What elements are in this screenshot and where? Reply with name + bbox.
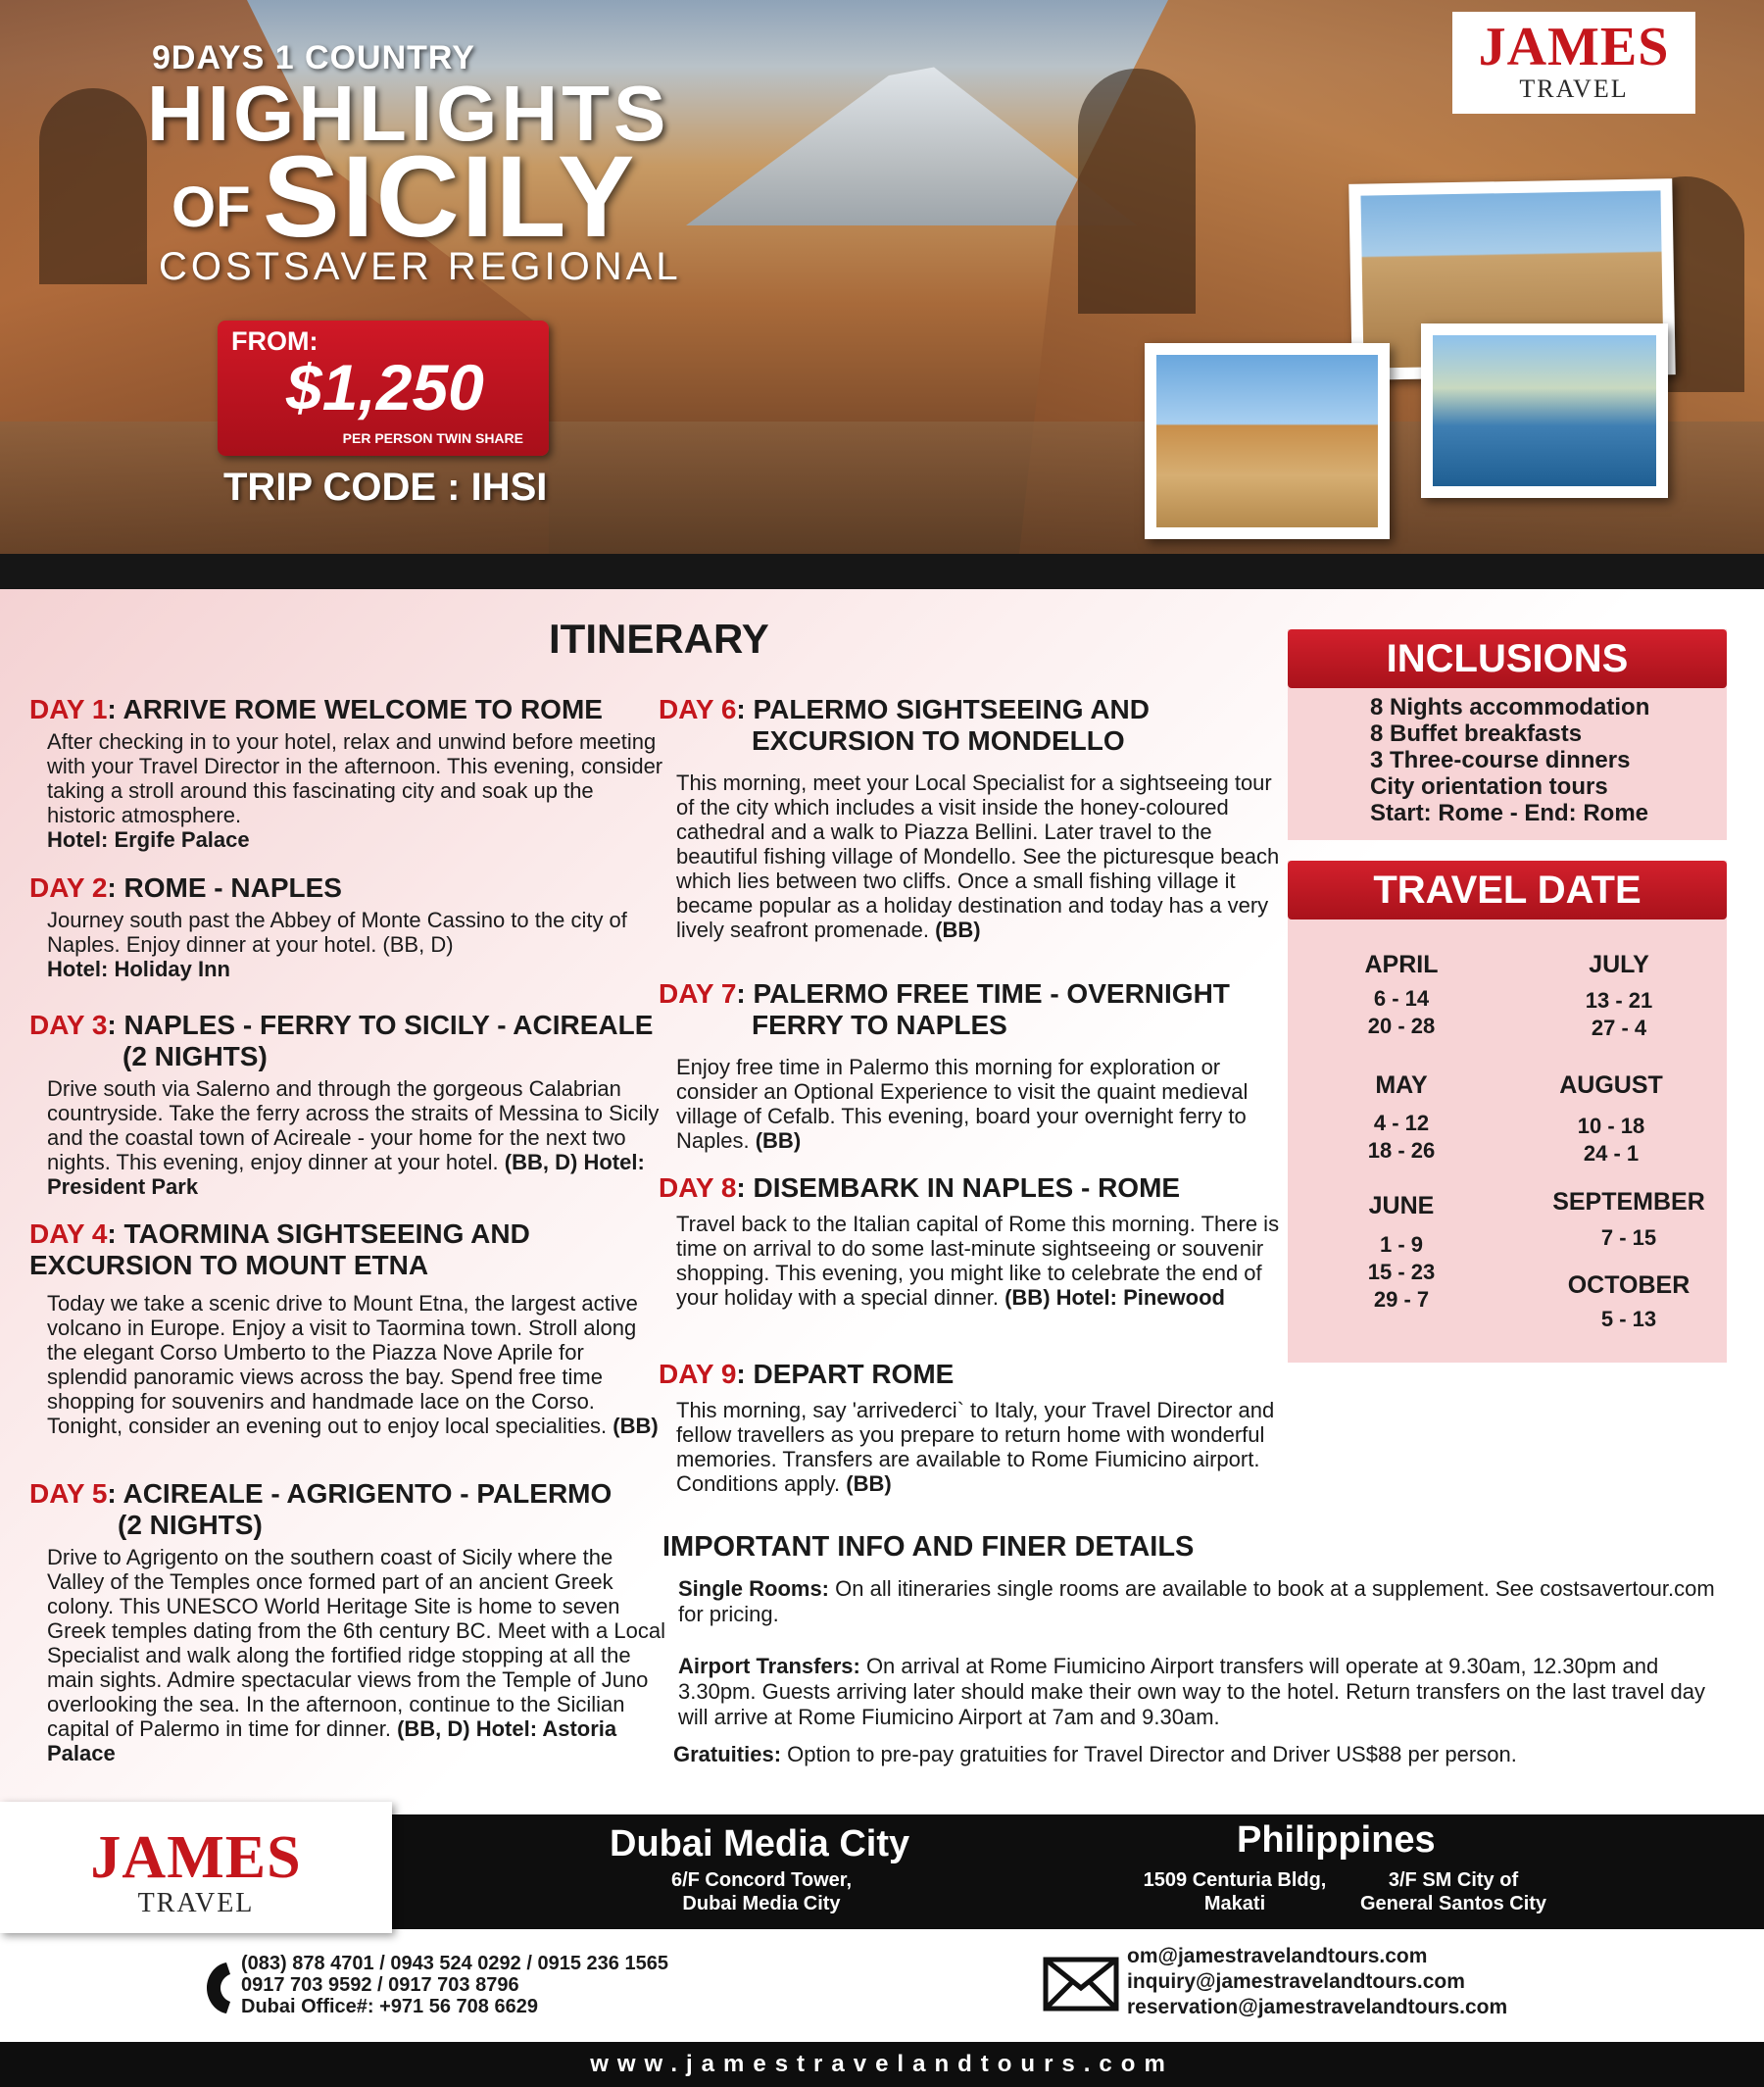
inclusion-item: 3 Three-course dinners: [1370, 747, 1631, 773]
phone-line: 0917 703 9592 / 0917 703 8796: [241, 1974, 519, 1996]
day-number: DAY 6: [659, 694, 737, 724]
info-text: On all itineraries single rooms are available to book at a supplement. See costsavertour.com for pricing.: [678, 1576, 1715, 1626]
day-title: : ARRIVE ROME WELCOME TO ROME: [107, 694, 603, 724]
day-heading: [659, 978, 1286, 1041]
day-body: [659, 1398, 1286, 1496]
day-body: [659, 770, 1286, 942]
office-dubai-title: Dubai Media City: [610, 1823, 910, 1864]
brand-name: JAMES: [1478, 17, 1670, 77]
phone-line: Dubai Office#: +971 56 708 6629: [241, 1996, 538, 2017]
day-body: [29, 1545, 666, 1765]
inclusion-item: 8 Buffet breakfasts: [1370, 721, 1583, 747]
day-title-continued: EXCURSION TO MONDELLO: [752, 725, 1125, 756]
inclusion-item: City orientation tours: [1370, 773, 1608, 800]
month-june: JUNE: [1368, 1192, 1435, 1219]
ruin-arch: [1078, 69, 1196, 314]
day-heading: [659, 694, 1286, 757]
date-range: 24 - 1: [1583, 1141, 1640, 1166]
brand-name: JAMES: [90, 1824, 302, 1891]
day-hotel: Hotel: Ergife Palace: [47, 827, 250, 852]
price-amount: $1,250: [286, 351, 484, 423]
day-text: After checking in to your hotel, relax and unwind before meeting with your Travel Director in the afternoon. This evening, consider taking a stroll around this fascinating city and soak up the historic atmosphere.: [47, 729, 663, 827]
day-8: [659, 1172, 1286, 1310]
email-link[interactable]: om@jamestravelandtours.com: [1127, 1945, 1428, 1967]
date-range: 18 - 26: [1367, 1138, 1436, 1163]
day-number: DAY 5: [29, 1478, 108, 1509]
day-title: : DEPART ROME: [736, 1359, 955, 1389]
photo-mondello-harbour: [1421, 323, 1668, 498]
tour-kicker: 9DAYS 1 COUNTRY: [152, 39, 475, 76]
address-line: 6/F Concord Tower,: [670, 1869, 853, 1891]
tour-title-highlights: HIGHLIGHTS: [147, 70, 670, 157]
day-body: [659, 1212, 1286, 1310]
brand-logo-top: [1452, 12, 1695, 114]
tour-title-sicily: SICILY: [263, 132, 637, 262]
day-number: DAY 8: [659, 1172, 737, 1203]
date-range: 5 - 13: [1600, 1307, 1657, 1331]
office-makati-address: [1127, 1868, 1343, 1915]
inclusion-item: 8 Nights accommodation: [1370, 694, 1650, 721]
dates-may: [1318, 1110, 1485, 1165]
address-line: 1509 Centuria Bldg,: [1143, 1869, 1327, 1891]
day-title: : DISEMBARK IN NAPLES - ROME: [736, 1172, 1181, 1203]
day-text: This morning, say 'arrivederci` to Italy, your Travel Director and fellow travellers as you prepare to return home with wonderful memories. Transfers are available to Rome Fiumicino airport. Conditions apply.: [676, 1398, 1275, 1496]
dates-october: [1536, 1306, 1722, 1333]
day-text: Enjoy free time in Palermo this morning for exploration or consider an Optional Experience to visit the quaint medieval village of Cefalb. This evening, board your overnight ferry to Naples.: [676, 1055, 1249, 1153]
day-hotel: (BB, D) Hotel: Astoria Palace: [47, 1716, 617, 1765]
price-badge: [218, 321, 549, 456]
address-line: Makati: [1203, 1893, 1266, 1914]
day-title-continued: EXCURSION TO MOUNT ETNA: [29, 1250, 429, 1280]
day-number: DAY 2: [29, 872, 108, 903]
day-title-continued: (2 NIGHTS): [122, 1041, 268, 1071]
day-5: [29, 1478, 666, 1765]
info-label: Airport Transfers:: [678, 1654, 860, 1678]
month-september: SEPTEMBER: [1552, 1188, 1705, 1216]
day-hotel: (BB): [935, 918, 981, 942]
day-text: This morning, meet your Local Specialist for a sightseeing tour of the city which includes a visit inside the honey-coloured cathedral and a walk to Piazza Bellini. Later travel to the beautiful fishing village of Mondello. See the picturesque beach which lies between two cliffs. Once a small fishing village it became popular as a holiday destination and today has a very lively seafront promenade.: [676, 770, 1280, 942]
day-title: : ACIREALE - AGRIGENTO - PALERMO: [107, 1478, 612, 1509]
day-text: Travel back to the Italian capital of Rome this morning. There is time on arrival to do some last-minute sightseeing or souvenir shopping. This evening, you might like to celebrate the end of your holiday with a special dinner.: [676, 1212, 1280, 1310]
day-title-continued: FERRY TO NAPLES: [752, 1010, 1007, 1040]
hero-banner: [0, 0, 1764, 554]
day-text: Today we take a scenic drive to Mount Etna, the largest active volcano in Europe. Enjoy a visit to Taormina town. Stroll along the elegant Corso Umberto to the Piazza Nove Aprile for splendid panoramic views across the bay. Spend free time shopping for souvenirs and handmade lace on the Corso. Tonight, consider an evening out to enjoy local specialities.: [47, 1291, 638, 1438]
day-body: [29, 729, 666, 852]
address-line: General Santos City: [1359, 1893, 1547, 1914]
date-range: 29 - 7: [1373, 1287, 1430, 1312]
day-body: [659, 1055, 1286, 1153]
brand-sub: TRAVEL: [1519, 75, 1629, 103]
address-line: 3/F SM City of: [1388, 1869, 1519, 1891]
day-text: Journey south past the Abbey of Monte Cassino to the city of Naples. Enjoy dinner at your hotel. (BB, D): [47, 908, 627, 957]
itinerary-title: ITINERARY: [549, 616, 769, 662]
info-text: On arrival at Rome Fiumicino Airport transfers will operate at 9.30am, 12.30pm and 3.30pm. Guests arriving later should make their own way to the hotel. Return transfers on the last travel day will arrive at Rome Fiumicino Airport at 7am and 9.30am.: [678, 1654, 1705, 1729]
tour-subtitle: COSTSAVER REGIONAL: [159, 245, 682, 288]
day-3: [29, 1010, 666, 1199]
day-number: DAY 3: [29, 1010, 108, 1040]
day-number: DAY 4: [29, 1218, 108, 1249]
dates-september: [1536, 1224, 1722, 1252]
trip-code: TRIP CODE : IHSI: [223, 466, 548, 509]
office-dubai-address: [610, 1868, 913, 1915]
price-from-label: FROM:: [231, 326, 318, 356]
day-number: DAY 1: [29, 694, 108, 724]
brand-sub: TRAVEL: [137, 1888, 255, 1918]
info-airport-transfers: [678, 1654, 1717, 1730]
phone-numbers: [241, 1953, 668, 2017]
email-addresses: [1127, 1944, 1507, 2020]
day-hotel: (BB, D) Hotel: President Park: [47, 1150, 645, 1199]
date-range: 20 - 28: [1367, 1014, 1436, 1038]
day-number: DAY 7: [659, 978, 737, 1009]
hero-bottom-band: [0, 554, 1764, 589]
mail-icon: [1043, 1957, 1119, 2016]
day-heading: [29, 1218, 666, 1281]
office-philippines-title: Philippines: [1237, 1819, 1436, 1861]
day-hotel: (BB): [612, 1414, 659, 1438]
day-text: Drive south via Salerno and through the gorgeous Calabrian countryside. Take the ferry across the straits of Messina to Sicily and the coastal town of Acireale - your home for the next two nights. This evening, enjoy dinner at your hotel.: [47, 1076, 660, 1174]
important-info-title: IMPORTANT INFO AND FINER DETAILS: [662, 1531, 1195, 1563]
day-hotel: (BB) Hotel: Pinewood: [1004, 1285, 1225, 1310]
website-link[interactable]: www.jamestravelandtours.com: [0, 2042, 1764, 2087]
day-heading: [659, 1359, 1286, 1390]
day-2: [29, 872, 666, 981]
day-text: Drive to Agrigento on the southern coast of Sicily where the Valley of the Temples once formed part of an ancient Greek colony. This UNESCO World Heritage Site is home to seven Greek temples dating from the 6th century BC. Meet with a Local Specialist and walk along the fortified ridge stopping at all the main sights. Admire spectacular views from the Temple of Juno overlooking the sea. In the afternoon, continue to the Sicilian capital of Palermo in time for dinner.: [47, 1545, 665, 1741]
month-april: APRIL: [1364, 951, 1439, 978]
date-range: 6 - 14: [1373, 986, 1430, 1011]
ruin-arch: [39, 88, 147, 284]
month-july: JULY: [1589, 951, 1649, 978]
day-body: [29, 1291, 666, 1438]
date-range: 13 - 21: [1585, 988, 1653, 1013]
office-gensan-address: [1350, 1868, 1556, 1915]
day-9: [659, 1359, 1286, 1496]
day-4: [29, 1218, 666, 1438]
date-range: 7 - 15: [1600, 1225, 1657, 1250]
photo-valley-of-temples: [1145, 343, 1390, 539]
day-heading: [29, 872, 666, 904]
dates-april: [1318, 985, 1485, 1040]
brand-logo-bottom: [0, 1802, 392, 1933]
info-label: Single Rooms:: [678, 1576, 830, 1601]
dates-july: [1536, 987, 1702, 1042]
date-range: 27 - 4: [1591, 1016, 1647, 1040]
date-range: 4 - 12: [1373, 1111, 1430, 1135]
inclusions-title: INCLUSIONS: [1288, 629, 1727, 688]
travel-date-title: TRAVEL DATE: [1288, 861, 1727, 919]
address-line: Dubai Media City: [682, 1893, 841, 1914]
day-heading: [659, 1172, 1286, 1204]
day-body: [29, 1076, 666, 1199]
phone-icon: [201, 1959, 236, 2022]
day-title: : PALERMO FREE TIME - OVERNIGHT: [736, 978, 1230, 1009]
month-october: OCTOBER: [1567, 1271, 1690, 1299]
date-range: 15 - 23: [1367, 1260, 1436, 1284]
day-7: [659, 978, 1286, 1153]
day-title: : TAORMINA SIGHTSEEING AND: [107, 1218, 530, 1249]
month-may: MAY: [1375, 1071, 1428, 1099]
inclusion-item: Start: Rome - End: Rome: [1370, 800, 1649, 826]
day-hotel: (BB): [755, 1128, 802, 1153]
date-range: 10 - 18: [1577, 1114, 1645, 1138]
phone-line: (083) 878 4701 / 0943 524 0292 / 0915 236 1565: [241, 1953, 668, 1974]
price-note: PER PERSON TWIN SHARE: [342, 430, 523, 446]
info-single-rooms: [678, 1576, 1717, 1627]
email-link[interactable]: inquiry@jamestravelandtours.com: [1127, 1970, 1465, 1993]
day-number: DAY 9: [659, 1359, 737, 1389]
date-range: 1 - 9: [1379, 1232, 1424, 1257]
day-6: [659, 694, 1286, 942]
day-hotel: (BB): [846, 1471, 892, 1496]
day-body: [29, 908, 666, 981]
inclusions-list: [1370, 694, 1649, 826]
day-heading: [29, 694, 666, 725]
day-title-continued: (2 NIGHTS): [118, 1510, 263, 1540]
day-1: [29, 694, 666, 852]
day-title: : ROME - NAPLES: [107, 872, 342, 903]
month-august: AUGUST: [1559, 1071, 1663, 1099]
day-heading: [29, 1010, 666, 1072]
dates-june: [1318, 1231, 1485, 1314]
day-hotel: Hotel: Holiday Inn: [47, 957, 230, 981]
dates-august: [1528, 1113, 1694, 1168]
tour-title-of: OF: [172, 175, 251, 239]
day-heading: [29, 1478, 666, 1541]
email-link[interactable]: reservation@jamestravelandtours.com: [1127, 1996, 1508, 2018]
day-title: : PALERMO SIGHTSEEING AND: [736, 694, 1150, 724]
day-title: : NAPLES - FERRY TO SICILY - ACIREALE: [107, 1010, 654, 1040]
info-text: Option to pre-pay gratuities for Travel Director and Driver US$88 per person.: [781, 1742, 1517, 1766]
info-label: Gratuities:: [673, 1742, 782, 1766]
info-gratuities: [673, 1742, 1712, 1767]
